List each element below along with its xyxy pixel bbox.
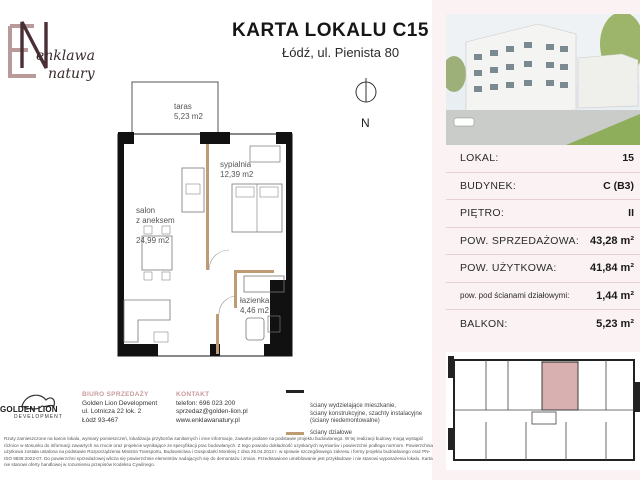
developer-sub: DEVELOPMENT xyxy=(14,414,63,420)
spec-label-budynek: BUDYNEK: xyxy=(460,179,517,192)
spec-label-pow-pod-scianami: pow. pod ścianami działowymi: xyxy=(460,291,570,301)
spec-label-pow-sprzedazowa: POW. SPRZEDAŻOWA: xyxy=(460,234,580,247)
room-area-taras: 5,23 m2 xyxy=(174,112,203,121)
spec-value-balkon: 5,23 m² xyxy=(596,317,634,330)
room-label-salon xyxy=(136,196,175,256)
spec-value-pow-sprzedazowa: 43,28 m² xyxy=(589,234,634,247)
spec-table xyxy=(446,145,640,338)
room-area-sypialnia: 12,39 m2 xyxy=(220,170,254,179)
spec-value-budynek: C (B3) xyxy=(603,179,634,192)
disclaimer-text: Rzuty zamieszczone na karcie lokalu, wymiary pomieszczeń, lokalizacja przyborów sanitarnych i inne informacje, zawarte podane na podstawie projektu budowlanego. W tej realizacji budowy mogą wystąpić różnice w stosunku do informacji zawartych na rzucie oraz projekcie wynikające ze specyfikacji prac budowlanych. Z tego powodu dokładność uzyskanych wymiarów i powierzchni podlega normom. Powierzchnia użytkowa została ustalona na podstawie Rozporządzenia Ministra Transportu, Budownictwa i Gospodarki Morskiej z dnia 25.04.2012 r. w sprawie szczegółowego zakresu i formy projektu budowlanego oraz PN-ISO 9836:2022-07. Do powierzchni sprzedażowej wlicza się powierzchnie elementów nadających się do demontażu i zmian. Przedstawione umeblowanie jest przykładowe i nie stanowi wyposażenia lokalu. Karta nie stanowi oferty handlowej w rozumieniu przepisów Kodeksu Cywilnego. xyxy=(4,436,433,468)
spec-value-pietro: II xyxy=(628,207,634,220)
sales-office-line3: Łódź 93-467 xyxy=(82,416,119,424)
sales-office-line1: Golden Lion Development xyxy=(82,399,158,407)
compass-north-label: N xyxy=(361,116,370,130)
contact-email[interactable]: sprzedaz@golden-lion.pl xyxy=(176,408,248,416)
spec-label-pietro: PIĘTRO: xyxy=(460,207,505,220)
spec-value-lokal: 15 xyxy=(622,152,634,165)
logo-word-natury: natury xyxy=(48,66,95,82)
contact-phone: telefon: 696 023 200 xyxy=(176,399,236,407)
spec-value-pow-uzytkowa: 41,84 m² xyxy=(589,262,634,275)
legend-text-partition: ściany działowe xyxy=(310,429,353,436)
room-name-taras: taras xyxy=(174,102,192,111)
building-render-image xyxy=(446,14,640,145)
room-label-lazienka xyxy=(240,296,269,316)
sales-office-line2: ul. Lotnicza 22 lok. 2 xyxy=(82,408,142,416)
room-area-lazienka: 4,46 m2 xyxy=(240,306,269,315)
spec-row-budynek xyxy=(446,173,640,201)
room-area-salon: 24,99 m2 xyxy=(136,236,170,245)
room-label-taras xyxy=(174,102,203,122)
building-key-plan xyxy=(446,352,640,470)
sales-office-block xyxy=(82,391,157,425)
room-name-salon: salon z aneksem xyxy=(136,206,175,225)
room-name-sypialnia: sypialnia xyxy=(220,160,252,169)
wall-legend xyxy=(286,388,436,441)
contact-block xyxy=(176,391,248,425)
sales-office-heading: BIURO SPRZEDAŻY xyxy=(82,391,149,398)
spec-row-pow-sprzedazowa xyxy=(446,228,640,256)
spec-row-pow-pod-scianami xyxy=(446,283,640,311)
developer-name: GOLDEN LION xyxy=(0,405,58,414)
floor-plan xyxy=(110,80,300,362)
spec-row-pietro xyxy=(446,200,640,228)
room-label-sypialnia xyxy=(220,160,253,180)
spec-row-lokal xyxy=(446,145,640,173)
room-name-lazienka: łazienka xyxy=(240,296,270,305)
spec-row-pow-uzytkowa xyxy=(446,255,640,283)
logo-word-enklawa: enklawa xyxy=(36,48,95,64)
legend-swatch-thick xyxy=(286,390,304,393)
spec-label-balkon: BALKON: xyxy=(460,317,508,330)
contact-website[interactable]: www.enklawanatury.pl xyxy=(176,416,240,424)
legend-item-load-bearing xyxy=(286,388,436,426)
address: Łódź, ul. Pienista 80 xyxy=(282,45,400,60)
enklawa-natury-logo xyxy=(6,20,126,82)
spec-value-pow-pod-scianami: 1,44 m² xyxy=(596,289,634,302)
spec-label-lokal: LOKAL: xyxy=(460,152,499,165)
page-title: KARTA LOKALU C15 xyxy=(232,20,429,41)
legend-text-load-bearing: ściany wydzielające mieszkanie, ściany konstrukcyjne, szachty instalacyjne (ściany niedemontowalne) xyxy=(310,403,423,424)
spec-label-pow-uzytkowa: POW. UŻYTKOWA: xyxy=(460,262,557,275)
spec-row-balkon xyxy=(446,310,640,338)
contact-heading: KONTAKT xyxy=(176,391,210,398)
legend-swatch-partition xyxy=(286,432,304,435)
